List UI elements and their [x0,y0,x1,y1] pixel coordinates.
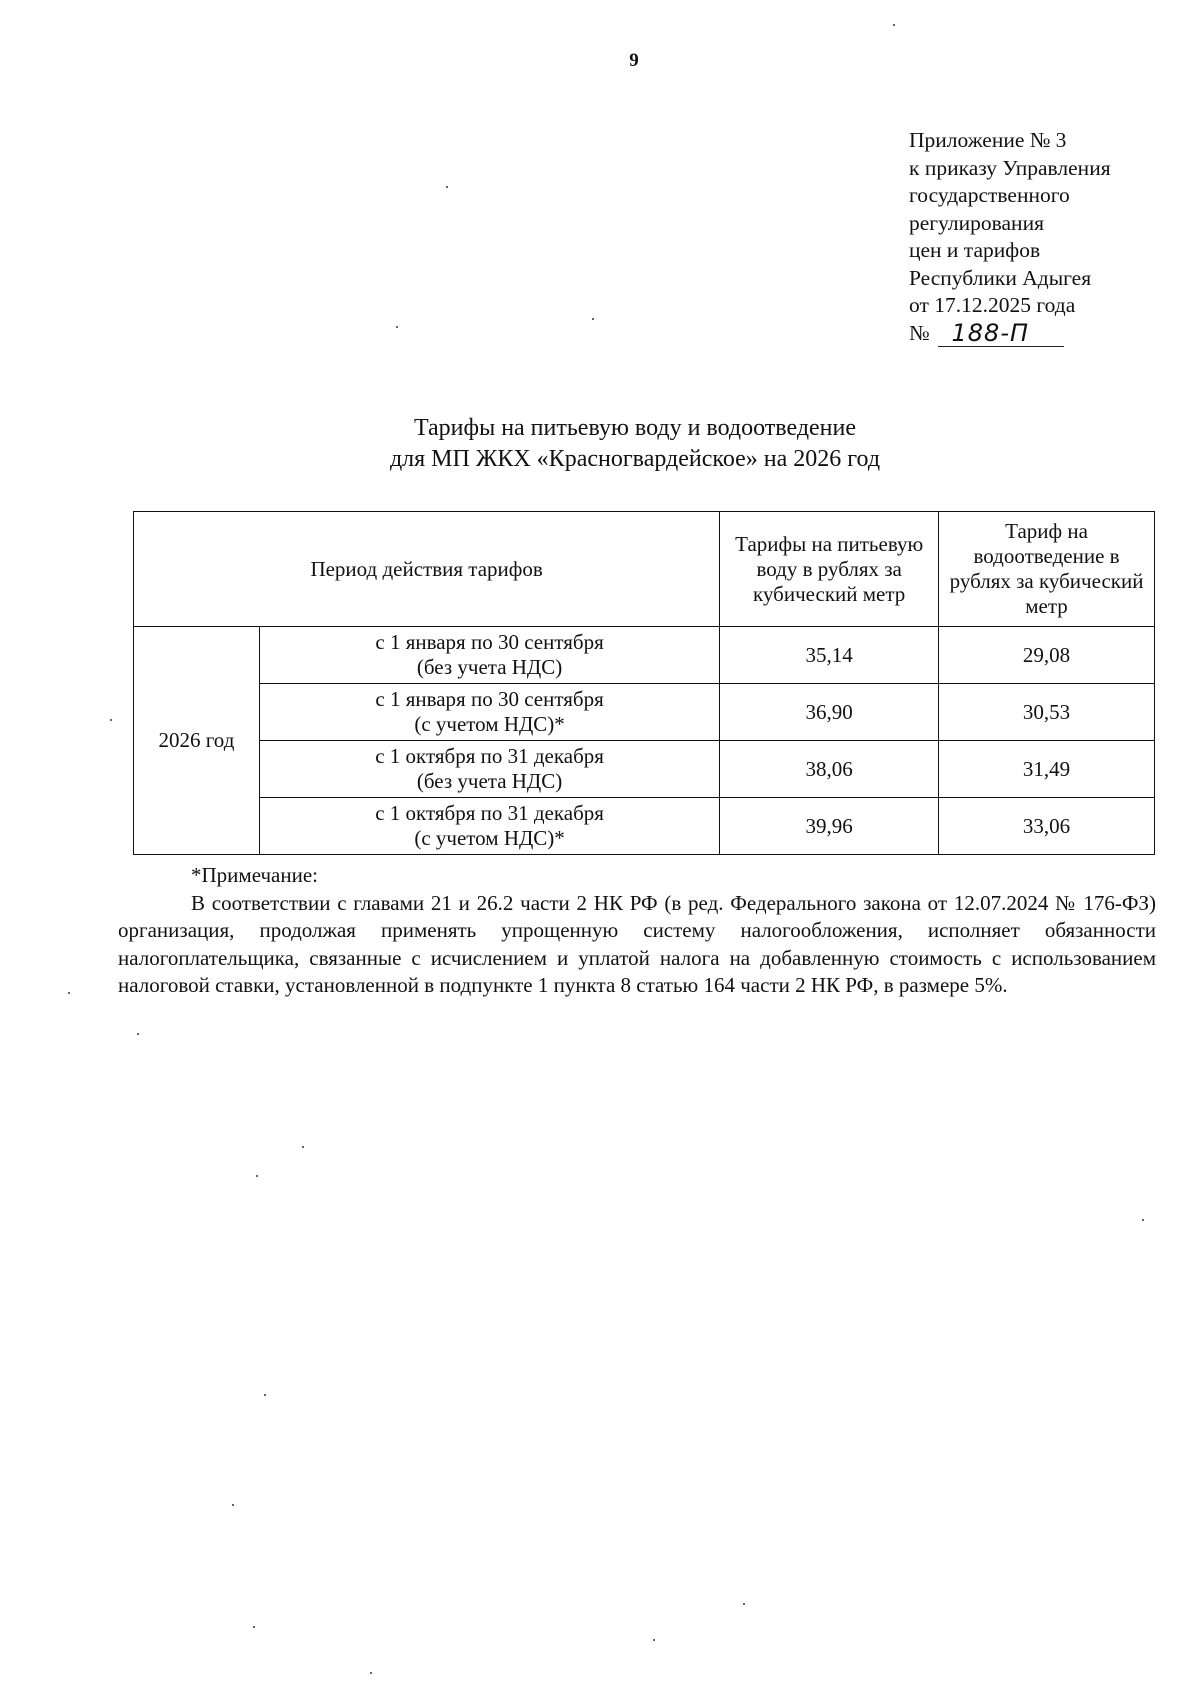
table-header-row [134,512,1155,627]
page-number: 9 [629,50,639,71]
table-row [134,798,1155,855]
appendix-line: государственного [909,183,1070,207]
period-vat-note: (с учетом НДС)* [414,712,565,736]
period-cell [259,741,719,798]
header-sewage-tariff: Тариф на водоотведение в рублях за кубический метр [939,512,1155,627]
scan-speck [1142,1219,1144,1221]
water-tariff-value: 39,96 [720,798,939,855]
sewage-tariff-value: 33,06 [939,798,1155,855]
appendix-date: от 17.12.2025 года [909,293,1076,317]
order-number [909,320,1179,348]
handwritten-order-number: 188-П [938,320,1064,347]
appendix-line: регулирования [909,210,1044,235]
header-water-tariff: Тарифы на питьевую воду в рублях за кубический метр [720,512,939,627]
period-dates: с 1 января по 30 сентября [375,687,604,711]
scan-speck [743,1603,745,1605]
appendix-line: Приложение № 3 [909,128,1067,152]
scan-speck [232,1504,234,1506]
water-tariff-value: 38,06 [720,741,939,798]
year-cell: 2026 год [134,627,260,855]
scan-speck [264,1394,266,1396]
table-row [134,684,1155,741]
scan-speck [256,1175,258,1177]
scan-speck [653,1639,655,1641]
appendix-line: Республики Адыгея [909,265,1092,290]
period-dates: с 1 января по 30 сентября [375,630,604,654]
period-cell [259,798,719,855]
period-cell [259,627,719,684]
scan-speck [592,318,594,320]
appendix-header [909,127,1179,347]
footnote-text: В соответствии с главами 21 и 26.2 части 2 НК РФ (в ред. Федерального закона от 12.07.2024 № 176-ФЗ) организация, продолжая применять упрощенную систему налогообложения, исполняет обязанности налогоплательщика, связанные с исчислением и уплатой налога на добавленную стоимость с использованием налоговой ставки, установленной в подпункте 1 пункта 8 статью 164 части 2 НК РФ, в размере 5%. [118,890,1156,997]
title-line-2: для МП ЖКХ «Красногвардейское» на 2026 год [389,446,881,472]
document-title [0,413,1200,475]
table-row [134,627,1155,684]
water-tariff-value: 36,90 [720,684,939,741]
period-cell [259,684,719,741]
period-dates: с 1 октября по 31 декабря [375,744,604,768]
scan-speck [253,1626,255,1628]
period-vat-note: (с учетом НДС)* [414,826,565,850]
scan-speck [396,326,398,328]
sewage-tariff-value: 29,08 [939,627,1155,684]
scan-speck [893,24,895,26]
scan-speck [370,1672,372,1674]
number-sign: № [909,320,930,345]
tariff-table [133,511,1155,855]
period-vat-note: (без учета НДС) [416,769,563,793]
scan-speck [446,186,448,188]
footnote [118,862,1156,1000]
table-row [134,741,1155,798]
scan-speck [68,992,70,994]
sewage-tariff-value: 31,49 [939,741,1155,798]
scan-speck [302,1146,304,1148]
appendix-line: цен и тарифов [909,238,1041,262]
water-tariff-value: 35,14 [720,627,939,684]
period-dates: с 1 октября по 31 декабря [375,801,604,825]
period-vat-note: (без учета НДС) [416,655,563,679]
footnote-heading: *Примечание: [191,863,319,887]
header-period: Период действия тарифов [134,512,720,627]
scan-speck [137,1033,139,1035]
sewage-tariff-value: 30,53 [939,684,1155,741]
appendix-line: к приказу Управления [909,155,1111,180]
title-line-1: Тарифы на питьевую воду и водоотведение [413,415,857,441]
scan-speck [110,719,112,721]
